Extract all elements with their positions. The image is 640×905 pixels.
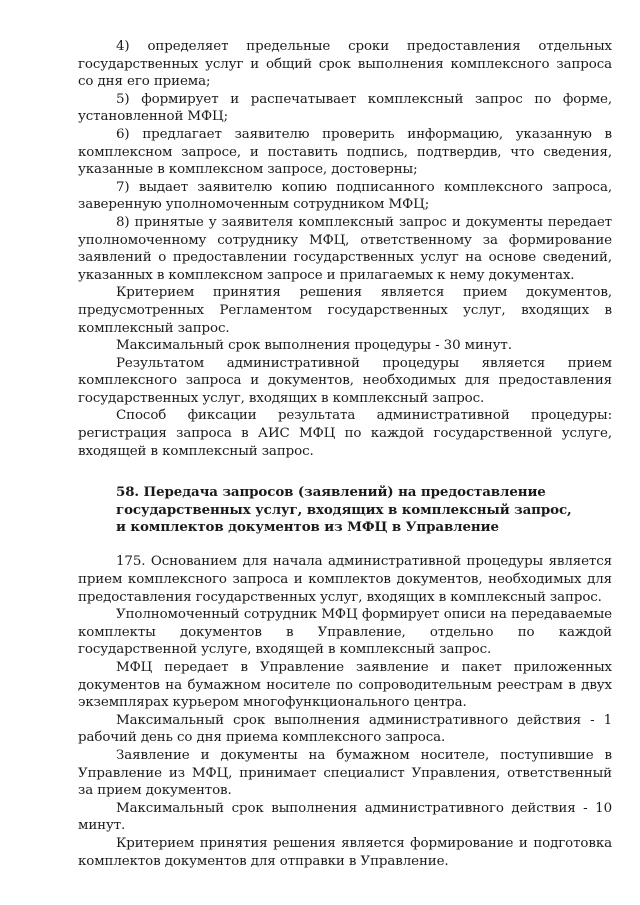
paragraph-block-1: [78, 38, 612, 460]
paragraph-acceptance: Заявление и документы на бумажном носителе, поступившие в Управление из МФЦ, принимает специалист Управления, ответственный за прием документов.: [78, 748, 612, 799]
paragraph-item-7: 7) выдает заявителю копию подписанного комплексного запроса, заверенную уполномоченным сотрудником МФЦ;: [78, 179, 612, 213]
paragraph-max-duration-10-min: Максимальный срок выполнения административного действия - 10 минут.: [78, 800, 612, 834]
paragraph-max-duration: Максимальный срок выполнения процедуры - 30 минут.: [116, 338, 512, 354]
section-heading-line: и комплектов документов из МФЦ в Управление: [116, 519, 499, 536]
paragraph-item-5: 5) формирует и распечатывает комплексный запрос по форме, установленной МФЦ;: [78, 91, 612, 125]
paragraph-criterion-final: Критерием принятия решения является формирование и подготовка комплектов документов для отправки в Управление.: [78, 835, 612, 869]
paragraph-result: Результатом административной процедуры является прием комплексного запроса и документов, необходимых для предоставления государственных услуг, входящих в комплексный запрос.: [78, 355, 612, 406]
paragraph-decision-criterion: Критерием принятия решения является прием документов, предусмотренных Регламентом государственных услуг, входящих в комплексный запрос.: [78, 285, 612, 336]
paragraph-175-basis: 175. Основанием для начала административной процедуры является прием комплексного запроса и комплектов документов, необходимых для предоставления государственных услуг, входящих в комплексный запрос.: [78, 554, 612, 605]
paragraph-item-4: 4) определяет предельные сроки предоставления отдельных государственных услуг и общий срок выполнения комплексного запроса со дня его приема;: [78, 39, 612, 90]
paragraph-result-recording: Способ фиксации результата административной процедуры: регистрация запроса в АИС МФЦ по каждой государственной услуге, входящей в комплексный запрос.: [78, 408, 612, 459]
document-page: [78, 38, 612, 870]
section-heading-line: государственных услуг, входящих в комплексный запрос,: [116, 501, 572, 518]
section-heading-line: 58. Передача запросов (заявлений) на предоставление: [116, 484, 546, 501]
paragraph-transfer: МФЦ передает в Управление заявление и пакет приложенных документов на бумажном носителе по сопроводительным реестрам в двух экземплярах курьером многофункционального центра.: [78, 660, 612, 711]
paragraph-block-2: [78, 553, 612, 870]
paragraph-item-6: 6) предлагает заявителю проверить информацию, указанную в комплексном запросе, и поставить подпись, подтвердив, что сведения, указанные в комплексном запросе, достоверны;: [78, 126, 612, 178]
paragraph-inventory: Уполномоченный сотрудник МФЦ формирует описи на передаваемые комплекты документов в Управление, отдельно по каждой государственной услуге, входящей в комплексный запрос.: [78, 607, 612, 658]
paragraph-item-8: 8) принятые у заявителя комплексный запрос и документы передает уполномоченному сотруднику МФЦ, ответственному за формирование заявлений о предоставлении государственных услуг на основе сведений, указанных в комплексном запросе и прилагаемых к нему документах.: [78, 214, 612, 283]
paragraph-max-duration-1-day: Максимальный срок выполнения административного действия - 1 рабочий день со дня приема комплексного запроса.: [78, 712, 612, 746]
section-heading-58: [78, 484, 612, 536]
